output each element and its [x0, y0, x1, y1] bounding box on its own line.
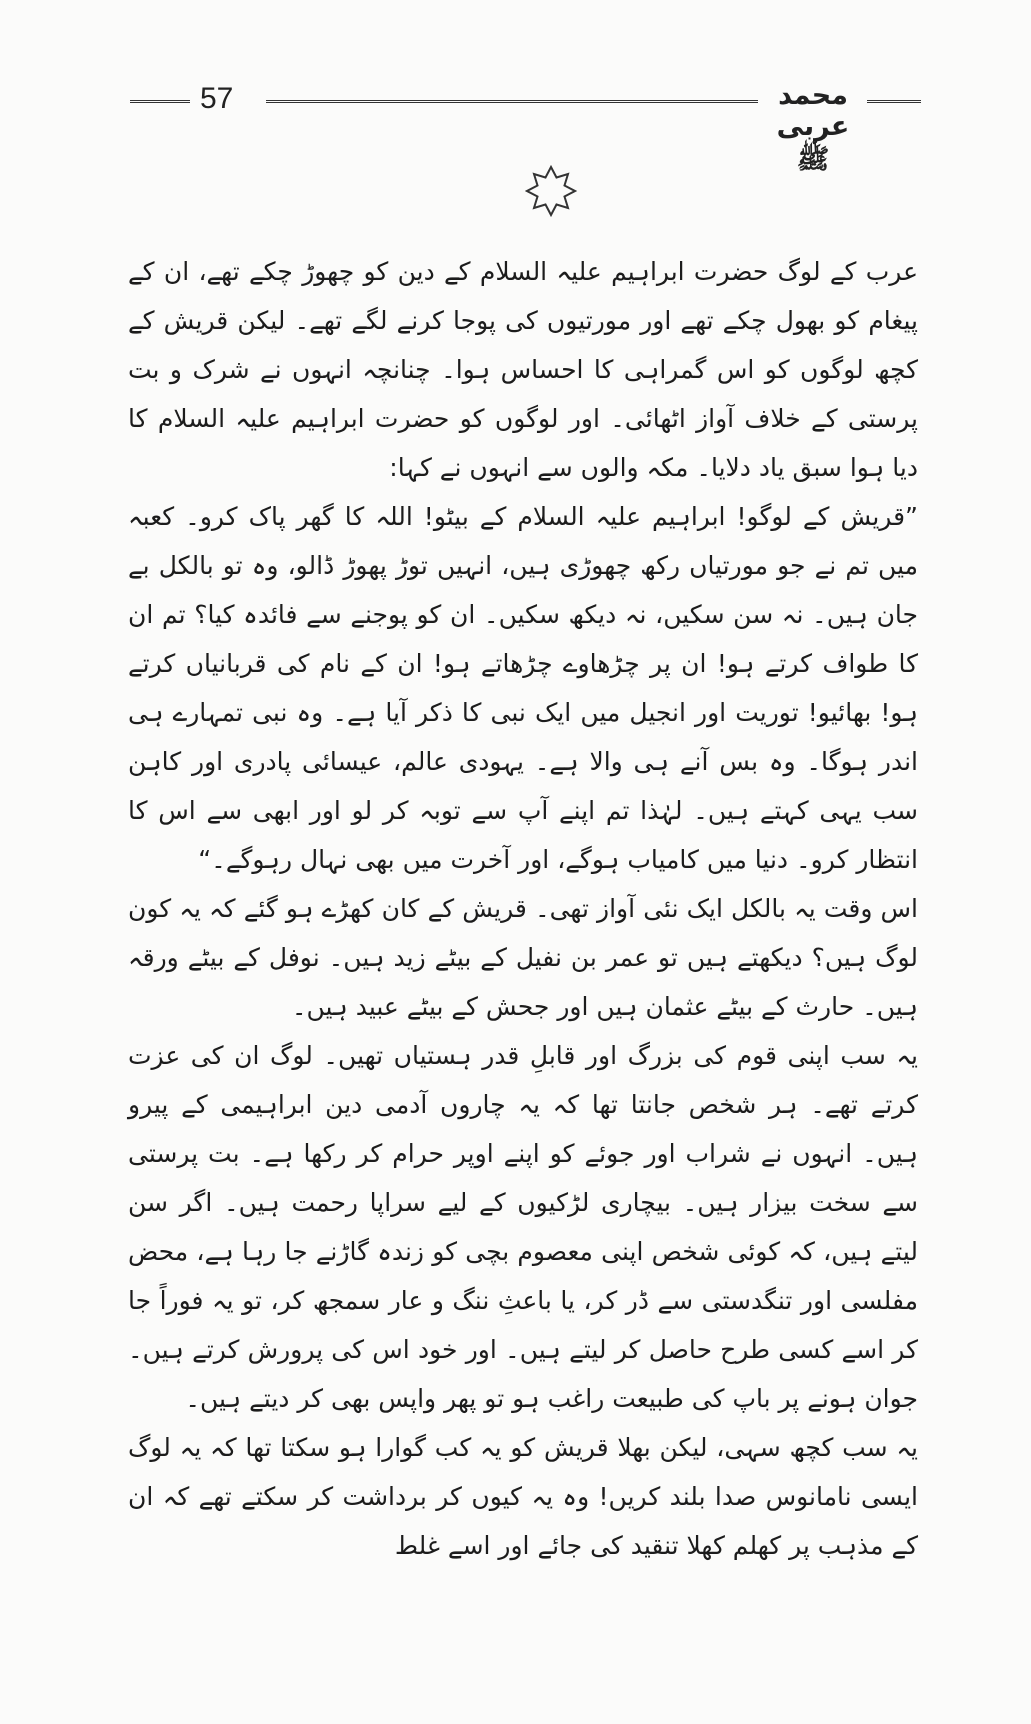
body-paragraph-5: یہ سب کچھ سہی، لیکن بھلا قریش کو یہ کب گوارا ہو سکتا تھا کہ یہ لوگ ایسی نامانوس صدا بلند کریں! وہ یہ کیوں کر برداشت کر سکتے تھے کہ ان کے مذہب پر کھلم کھلا تنقید کی جائے اور اسے غلط	[128, 1433, 918, 1560]
body-paragraph-1: عرب کے لوگ حضرت ابراہیم علیہ السلام کے دین کو چھوڑ چکے تھے، ان کے پیغام کو بھول چکے تھے اور مورتیوں کی پوجا کرنے لگے تھے۔ لیکن قریش کے کچھ لوگوں کو اس گمراہی کا احساس ہوا۔ چنانچہ انہوں نے شرک و بت پرستی کے خلاف آواز اٹھائی۔ اور لوگوں کو حضرت ابراہیم علیہ السلام کا دیا ہوا سبق یاد دلایا۔ مکہ والوں سے انہوں نے کہا:	[128, 257, 918, 482]
eight-point-star-icon	[525, 165, 577, 217]
page-header	[0, 0, 1031, 175]
header-rule-right	[867, 100, 921, 103]
header-rule-left	[130, 100, 190, 103]
body-paragraph-2: ”قریش کے لوگو! ابراہیم علیہ السلام کے بیٹو! اللہ کا گھر پاک کرو۔ کعبہ میں تم نے جو مورتیاں رکھ چھوڑی ہیں، انہیں توڑ پھوڑ ڈالو، وہ تو بالکل بے جان ہیں۔ نہ سن سکیں، نہ دیکھ سکیں۔ ان کو پوجنے سے فائدہ کیا؟ تم ان کا طواف کرتے ہو! ان پر چڑھاوے چڑھاتے ہو! ان کے نام کی قربانیاں کرتے ہو! بھائیو! توریت اور انجیل میں ایک نبی کا ذکر آیا ہے۔ وہ نبی تمہارے ہی اندر ہوگا۔ وہ بس آنے ہی والا ہے۔ یہودی عالم، عیسائی پادری اور کاہن سب یہی کہتے ہیں۔ لہٰذا تم اپنے آپ سے توبہ کر لو اور ابھی سے اس کا انتظار کرو۔ دنیا میں کامیاب ہوگے، اور آخرت میں بھی نہال رہوگے۔“	[128, 502, 918, 874]
page-body	[128, 247, 918, 1570]
body-paragraph-3: اس وقت یہ بالکل ایک نئی آواز تھی۔ قریش کے کان کھڑے ہو گئے کہ یہ کون لوگ ہیں؟ دیکھتے ہیں تو عمر بن نفیل کے بیٹے زید ہیں۔ نوفل کے بیٹے ورقہ ہیں۔ حارث کے بیٹے عثمان ہیں اور جحش کے بیٹے عبید ہیں۔	[128, 894, 918, 1021]
header-rule-middle	[266, 100, 758, 103]
body-paragraph-4: یہ سب اپنی قوم کی بزرگ اور قابلِ قدر ہستیاں تھیں۔ لوگ ان کی عزت کرتے تھے۔ ہر شخص جانتا تھا کہ یہ چاروں آدمی دین ابراہیمی کے پیرو ہیں۔ انہوں نے شراب اور جوئے کو اپنے اوپر حرام کر رکھا ہے۔ بت پرستی سے سخت بیزار ہیں۔ بیچاری لڑکیوں کے لیے سراپا رحمت ہیں۔ اگر سن لیتے ہیں، کہ کوئی شخص اپنی معصوم بچی کو زندہ گاڑنے جا رہا ہے، محض مفلسی اور تنگدستی سے ڈر کر، یا باعثِ ننگ و عار سمجھ کر، تو یہ فوراً جا کر اسے کسی طرح حاصل کر لیتے ہیں۔ اور خود اس کی پرورش کرتے ہیں۔ جوان ہونے پر باپ کی طبیعت راغب ہو تو پھر واپس بھی کر دیتے ہیں۔	[128, 1041, 918, 1413]
running-title: محمد عربی ﷺ	[776, 80, 850, 175]
page-number: 57	[200, 82, 234, 115]
